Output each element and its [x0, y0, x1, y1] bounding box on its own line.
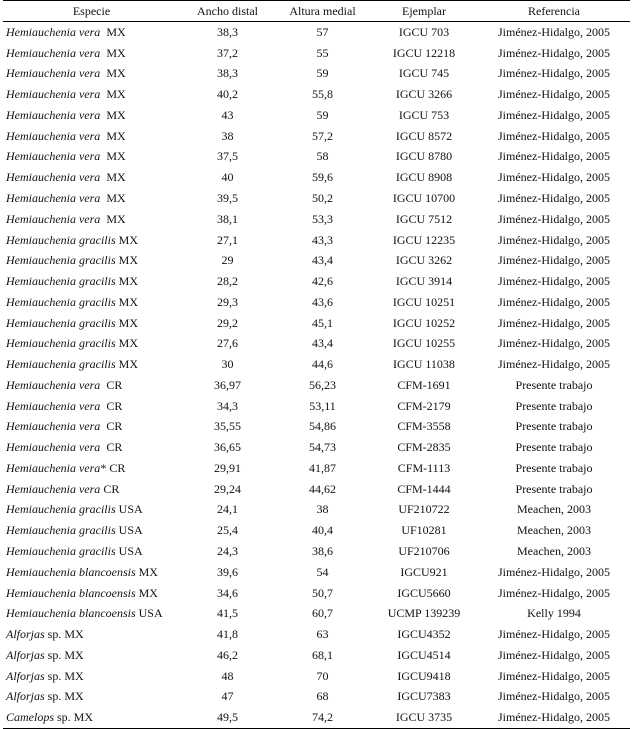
referencia-cell: Jiménez-Hidalgo, 2005: [498, 128, 610, 143]
species-cell: [3, 479, 180, 500]
species-qualifier: MX: [115, 274, 138, 289]
species-qualifier: CR: [100, 481, 120, 496]
table-row: [3, 417, 630, 438]
species-cell: [3, 147, 180, 168]
species-qualifier: MX: [100, 211, 126, 226]
species-qualifier: sp. MX: [44, 668, 84, 683]
species-genus-name: Hemiauchenia vera: [6, 398, 101, 413]
species-cell: [3, 437, 180, 458]
species-genus-name: Hemiauchenia blancoensis: [6, 606, 136, 621]
altura-medial-cell: 50,2: [312, 191, 333, 205]
species-qualifier: MX: [100, 24, 126, 39]
ejemplar-cell: CFM-2179: [397, 398, 451, 413]
altura-medial-cell: 44,6: [312, 357, 333, 372]
species-qualifier: CR: [100, 398, 123, 413]
species-genus-name: Hemiauchenia vera: [6, 45, 101, 60]
species-cell: [3, 209, 180, 230]
referencia-cell: Kelly 1994: [527, 606, 581, 621]
referencia-cell: Jiménez-Hidalgo, 2005: [498, 253, 610, 268]
species-qualifier: * CR: [100, 460, 126, 475]
altura-medial-cell: 60,7: [312, 606, 333, 621]
species-qualifier: MX: [100, 128, 126, 143]
altura-medial-cell: 59: [316, 66, 329, 81]
species-genus-name: Hemiauchenia vera: [6, 419, 101, 434]
table-row: [3, 250, 630, 271]
ancho-distal-cell: 25,4: [217, 523, 238, 538]
species-qualifier: sp. MX: [44, 689, 84, 704]
species-cell: [3, 458, 180, 479]
species-cell: [3, 583, 180, 604]
table-row: [3, 500, 630, 521]
ancho-distal-cell: 48: [221, 668, 234, 683]
species-genus-name: Alforjas: [6, 689, 45, 704]
ancho-distal-cell: 24,3: [217, 544, 238, 559]
species-qualifier: MX: [100, 45, 126, 60]
altura-medial-cell: 68: [316, 689, 329, 704]
species-qualifier: MX: [115, 357, 138, 372]
referencia-cell: Presente trabajo: [515, 398, 593, 413]
species-genus-name: Hemiauchenia vera: [6, 24, 101, 39]
ejemplar-cell: UF210706: [398, 544, 450, 559]
species-genus-name: Hemiauchenia vera: [6, 87, 101, 102]
altura-medial-cell: 42,6: [312, 274, 333, 289]
ejemplar-cell: IGCU 10700: [392, 191, 456, 205]
ancho-distal-cell: 37,5: [217, 149, 238, 164]
altura-medial-cell: 63: [316, 627, 329, 642]
ancho-distal-cell: 37,2: [217, 45, 238, 60]
altura-medial-cell: 40,4: [312, 523, 333, 538]
altura-medial-cell: 53,3: [312, 211, 333, 226]
species-genus-name: Hemiauchenia blancoensis: [6, 564, 136, 579]
ejemplar-cell: CFM-1444: [397, 481, 451, 496]
altura-medial-cell: 54: [316, 564, 329, 579]
table-row: [3, 354, 630, 375]
referencia-cell: Jiménez-Hidalgo, 2005: [498, 66, 610, 81]
species-qualifier: CR: [100, 419, 123, 434]
species-cell: [3, 624, 180, 645]
ejemplar-cell: IGCU 3266: [395, 87, 453, 102]
ancho-distal-cell: 29,2: [217, 315, 238, 330]
ejemplar-cell: CFM-2835: [397, 440, 451, 455]
ancho-distal-cell: 41,8: [217, 627, 238, 642]
species-genus-name: Hemiauchenia vera: [6, 107, 101, 122]
referencia-cell: Presente trabajo: [515, 481, 593, 496]
table-row: [3, 271, 630, 292]
species-cell: [3, 541, 180, 562]
species-qualifier: sp. MX: [44, 627, 84, 642]
referencia-cell: Jiménez-Hidalgo, 2005: [478, 707, 630, 728]
species-genus-name: Hemiauchenia vera: [6, 460, 101, 475]
table-row: [3, 333, 630, 354]
ancho-distal-cell: 43: [221, 107, 234, 122]
species-qualifier: USA: [115, 502, 143, 517]
referencia-cell: Jiménez-Hidalgo, 2005: [498, 336, 610, 351]
table-row: [3, 583, 630, 604]
referencia-cell: Jiménez-Hidalgo, 2005: [498, 170, 610, 185]
ejemplar-cell: IGCU 8572: [395, 128, 453, 143]
species-cell: [3, 22, 180, 43]
species-cell: [3, 167, 180, 188]
referencia-cell: Jiménez-Hidalgo, 2005: [498, 274, 610, 289]
ancho-distal-cell: 29,91: [214, 460, 241, 475]
species-genus-name: Hemiauchenia gracilis: [6, 502, 116, 517]
ancho-distal-cell: 39,6: [217, 564, 238, 579]
species-cell: [3, 105, 180, 126]
species-cell: [3, 354, 180, 375]
species-qualifier: MX: [100, 191, 126, 205]
table-row: [3, 22, 630, 43]
species-cell: [3, 84, 180, 105]
ejemplar-cell: IGCU 745: [398, 66, 450, 81]
ancho-distal-cell: 35,55: [214, 419, 241, 434]
ancho-distal-cell: 40: [221, 170, 234, 185]
referencia-cell: Jiménez-Hidalgo, 2005: [498, 149, 610, 164]
ejemplar-cell: UF10281: [401, 523, 447, 538]
species-genus-name: Hemiauchenia gracilis: [6, 357, 116, 372]
species-genus-name: Hemiauchenia vera: [6, 170, 101, 185]
species-qualifier: MX: [100, 149, 126, 164]
ejemplar-cell: IGCU 8780: [395, 149, 453, 164]
ancho-distal-cell: 36,65: [214, 440, 241, 455]
table-row: [3, 520, 630, 541]
ejemplar-cell: IGCU 10252: [392, 315, 456, 330]
referencia-cell: Jiménez-Hidalgo, 2005: [498, 585, 610, 600]
ejemplar-cell: IGCU9418: [397, 668, 451, 683]
species-cell: [3, 271, 180, 292]
ancho-distal-cell: 47: [221, 689, 234, 704]
table-row: [3, 292, 630, 313]
table-row: [3, 313, 630, 334]
referencia-cell: Jiménez-Hidalgo, 2005: [498, 294, 610, 309]
table-row: [3, 64, 630, 85]
species-cell: [3, 43, 180, 64]
ejemplar-cell: IGCU 8908: [395, 170, 453, 185]
ejemplar-cell: IGCU 703: [398, 24, 450, 39]
species-qualifier: MX: [115, 336, 138, 351]
referencia-cell: Meachen, 2003: [517, 523, 591, 538]
species-genus-name: Hemiauchenia gracilis: [6, 523, 116, 538]
referencia-cell: Jiménez-Hidalgo, 2005: [498, 627, 610, 642]
altura-medial-cell: 43,4: [312, 253, 333, 268]
species-genus-name: Camelops: [6, 710, 54, 725]
species-cell: [3, 666, 180, 687]
altura-medial-cell: 45,1: [312, 315, 333, 330]
ejemplar-cell: IGCU921: [400, 564, 448, 579]
species-qualifier: MX: [115, 253, 138, 268]
species-genus-name: Alforjas: [6, 668, 45, 683]
species-qualifier: MX: [135, 564, 158, 579]
ejemplar-cell: IGCU 10251: [392, 294, 456, 309]
species-cell: [3, 500, 180, 521]
altura-medial-cell: 43,4: [312, 336, 333, 351]
referencia-cell: Jiménez-Hidalgo, 2005: [498, 191, 610, 205]
table-row: [3, 209, 630, 230]
table-body: [3, 22, 630, 729]
altura-medial-cell: 54,86: [309, 419, 336, 434]
species-cell: [3, 250, 180, 271]
ejemplar-cell: CFM-3558: [397, 419, 451, 434]
species-cell: [3, 292, 180, 313]
referencia-cell: Jiménez-Hidalgo, 2005: [498, 107, 610, 122]
altura-medial-cell: 38,6: [312, 544, 333, 559]
species-qualifier: MX: [100, 107, 126, 122]
species-genus-name: Hemiauchenia vera: [6, 481, 101, 496]
ancho-distal-cell: 34,3: [217, 398, 238, 413]
table-row: [3, 105, 630, 126]
ejemplar-cell: IGCU 7512: [395, 211, 453, 226]
species-genus-name: Hemiauchenia vera: [6, 440, 101, 455]
referencia-cell: Jiménez-Hidalgo, 2005: [498, 564, 610, 579]
table-row: [3, 541, 630, 562]
species-cell: [3, 64, 180, 85]
altura-medial-cell: 57,2: [312, 128, 333, 143]
species-qualifier: USA: [115, 523, 143, 538]
species-qualifier: MX: [135, 585, 158, 600]
ejemplar-cell: IGCU 11038: [393, 357, 455, 372]
col-referencia-header: Referencia: [478, 1, 630, 22]
measurements-table: [3, 0, 630, 729]
species-cell: [3, 562, 180, 583]
altura-medial-cell: 54,73: [309, 440, 336, 455]
species-qualifier: MX: [100, 87, 126, 102]
altura-medial-cell: 59,6: [312, 170, 333, 185]
table-row: [3, 479, 630, 500]
col-ancho-distal-header: Ancho distal: [180, 1, 275, 22]
species-cell: [3, 188, 180, 209]
species-cell: [3, 126, 180, 147]
table-row: [3, 230, 630, 251]
altura-medial-cell: 59: [316, 107, 329, 122]
referencia-cell: Presente trabajo: [515, 460, 593, 475]
altura-medial-cell: 58: [316, 149, 329, 164]
altura-medial-cell: 55: [316, 45, 329, 60]
species-cell: [3, 375, 180, 396]
species-genus-name: Hemiauchenia vera: [6, 211, 101, 226]
table-row: [3, 645, 630, 666]
ancho-distal-cell: 27,6: [217, 336, 238, 351]
referencia-cell: Presente trabajo: [515, 419, 593, 434]
species-genus-name: Alforjas: [6, 647, 45, 662]
species-genus-name: Hemiauchenia gracilis: [6, 253, 116, 268]
referencia-cell: Jiménez-Hidalgo, 2005: [498, 315, 610, 330]
ejemplar-cell: IGCU 3914: [395, 274, 453, 289]
species-genus-name: Hemiauchenia vera: [6, 66, 101, 81]
referencia-cell: Jiménez-Hidalgo, 2005: [498, 232, 610, 247]
table-row: [3, 375, 630, 396]
table-row: [3, 437, 630, 458]
species-genus-name: Hemiauchenia vera: [6, 128, 101, 143]
species-cell: [3, 603, 180, 624]
ejemplar-cell: UF210722: [398, 502, 450, 517]
altura-medial-cell: 50,7: [312, 585, 333, 600]
referencia-cell: Presente trabajo: [515, 440, 593, 455]
species-cell: [3, 333, 180, 354]
ancho-distal-cell: 40,2: [217, 87, 238, 102]
species-genus-name: Hemiauchenia vera: [6, 149, 101, 164]
referencia-cell: Jiménez-Hidalgo, 2005: [498, 647, 610, 662]
species-qualifier: USA: [135, 606, 163, 621]
table-row: [3, 458, 630, 479]
table-row: [3, 707, 630, 728]
species-cell: [3, 687, 180, 708]
ejemplar-cell: IGCU 3262: [395, 253, 453, 268]
altura-medial-cell: 44,62: [309, 481, 336, 496]
altura-medial-cell: 53,11: [309, 398, 336, 413]
species-qualifier: CR: [100, 377, 123, 392]
ancho-distal-cell: 38: [221, 128, 234, 143]
referencia-cell: Jiménez-Hidalgo, 2005: [498, 689, 610, 704]
ejemplar-cell: IGCU 12218: [392, 45, 456, 60]
species-genus-name: Hemiauchenia gracilis: [6, 294, 116, 309]
ancho-distal-cell: 29: [221, 253, 234, 268]
ejemplar-cell: IGCU7383: [397, 689, 451, 704]
table-row: [3, 84, 630, 105]
species-qualifier: sp. MX: [54, 710, 94, 725]
altura-medial-cell: 41,87: [309, 460, 336, 475]
ancho-distal-cell: 38,3: [217, 24, 238, 39]
referencia-cell: Meachen, 2003: [517, 544, 591, 559]
ancho-distal-cell: 24,1: [217, 502, 238, 517]
altura-medial-cell: 56,23: [309, 377, 336, 392]
ejemplar-cell: CFM-1691: [397, 377, 451, 392]
table-row: [3, 687, 630, 708]
ejemplar-cell: IGCU 3735: [370, 707, 478, 728]
species-genus-name: Hemiauchenia gracilis: [6, 336, 116, 351]
table-row: [3, 167, 630, 188]
table-row: [3, 396, 630, 417]
ejemplar-cell: IGCU 10255: [392, 336, 456, 351]
table-row: [3, 562, 630, 583]
ancho-distal-cell: 41,5: [217, 606, 238, 621]
species-qualifier: USA: [115, 544, 143, 559]
ejemplar-cell: IGCU4514: [397, 647, 451, 662]
table-row: [3, 666, 630, 687]
table-row: [3, 147, 630, 168]
species-cell: [3, 645, 180, 666]
referencia-cell: Jiménez-Hidalgo, 2005: [498, 357, 610, 372]
ejemplar-cell: IGCU 753: [398, 107, 450, 122]
referencia-cell: Jiménez-Hidalgo, 2005: [498, 24, 610, 39]
table-row: [3, 126, 630, 147]
species-cell: [3, 417, 180, 438]
referencia-cell: Meachen, 2003: [517, 502, 591, 517]
ancho-distal-cell: 49,5: [180, 707, 275, 728]
referencia-cell: Jiménez-Hidalgo, 2005: [498, 211, 610, 226]
species-genus-name: Hemiauchenia gracilis: [6, 315, 116, 330]
ancho-distal-cell: 29,3: [217, 294, 238, 309]
altura-medial-cell: 38: [316, 502, 329, 517]
ejemplar-cell: CFM-1113: [397, 460, 451, 475]
species-genus-name: Hemiauchenia gracilis: [6, 544, 116, 559]
ancho-distal-cell: 38,3: [217, 66, 238, 81]
species-qualifier: MX: [115, 294, 138, 309]
altura-medial-cell: 74,2: [275, 707, 370, 728]
altura-medial-cell: 43,3: [312, 232, 333, 247]
ejemplar-cell: UCMP 139239: [387, 606, 461, 621]
altura-medial-cell: 57: [316, 24, 329, 39]
species-cell: [3, 707, 180, 728]
species-genus-name: Alforjas: [6, 627, 45, 642]
referencia-cell: Jiménez-Hidalgo, 2005: [498, 45, 610, 60]
altura-medial-cell: 43,6: [312, 294, 333, 309]
species-cell: [3, 396, 180, 417]
species-qualifier: MX: [115, 315, 138, 330]
header-row: [3, 1, 630, 22]
species-cell: [3, 313, 180, 334]
col-altura-medial-header: Altura medial: [275, 1, 370, 22]
altura-medial-cell: 68,1: [312, 647, 333, 662]
ancho-distal-cell: 39,5: [217, 191, 238, 205]
table-row: [3, 624, 630, 645]
ancho-distal-cell: 36,97: [214, 377, 241, 392]
ancho-distal-cell: 34,6: [217, 585, 238, 600]
species-qualifier: MX: [115, 232, 138, 247]
species-genus-name: Hemiauchenia vera: [6, 191, 101, 205]
ancho-distal-cell: 29,24: [214, 481, 241, 496]
ancho-distal-cell: 38,1: [217, 211, 238, 226]
ancho-distal-cell: 27,1: [217, 232, 238, 247]
species-qualifier: MX: [100, 170, 126, 185]
referencia-cell: Jiménez-Hidalgo, 2005: [498, 87, 610, 102]
species-genus-name: Hemiauchenia gracilis: [6, 232, 116, 247]
ancho-distal-cell: 30: [221, 357, 234, 372]
species-cell: [3, 230, 180, 251]
referencia-cell: Presente trabajo: [515, 377, 593, 392]
ancho-distal-cell: 46,2: [217, 647, 238, 662]
species-cell: [3, 520, 180, 541]
species-qualifier: CR: [100, 440, 123, 455]
table-row: [3, 43, 630, 64]
referencia-cell: Jiménez-Hidalgo, 2005: [498, 668, 610, 683]
altura-medial-cell: 70: [316, 668, 329, 683]
ancho-distal-cell: 28,2: [217, 274, 238, 289]
table-row: [3, 603, 630, 624]
table-row: [3, 188, 630, 209]
species-qualifier: MX: [100, 66, 126, 81]
ejemplar-cell: IGCU5660: [397, 585, 451, 600]
col-ejemplar-header: Ejemplar: [370, 1, 478, 22]
species-genus-name: Hemiauchenia vera: [6, 377, 101, 392]
species-genus-name: Hemiauchenia gracilis: [6, 274, 116, 289]
species-genus-name: Hemiauchenia blancoensis: [6, 585, 136, 600]
ejemplar-cell: IGCU 12235: [392, 232, 456, 247]
ejemplar-cell: IGCU4352: [397, 627, 451, 642]
col-especie-header: Especie: [3, 1, 180, 22]
species-qualifier: sp. MX: [44, 647, 84, 662]
altura-medial-cell: 55,8: [312, 87, 333, 102]
